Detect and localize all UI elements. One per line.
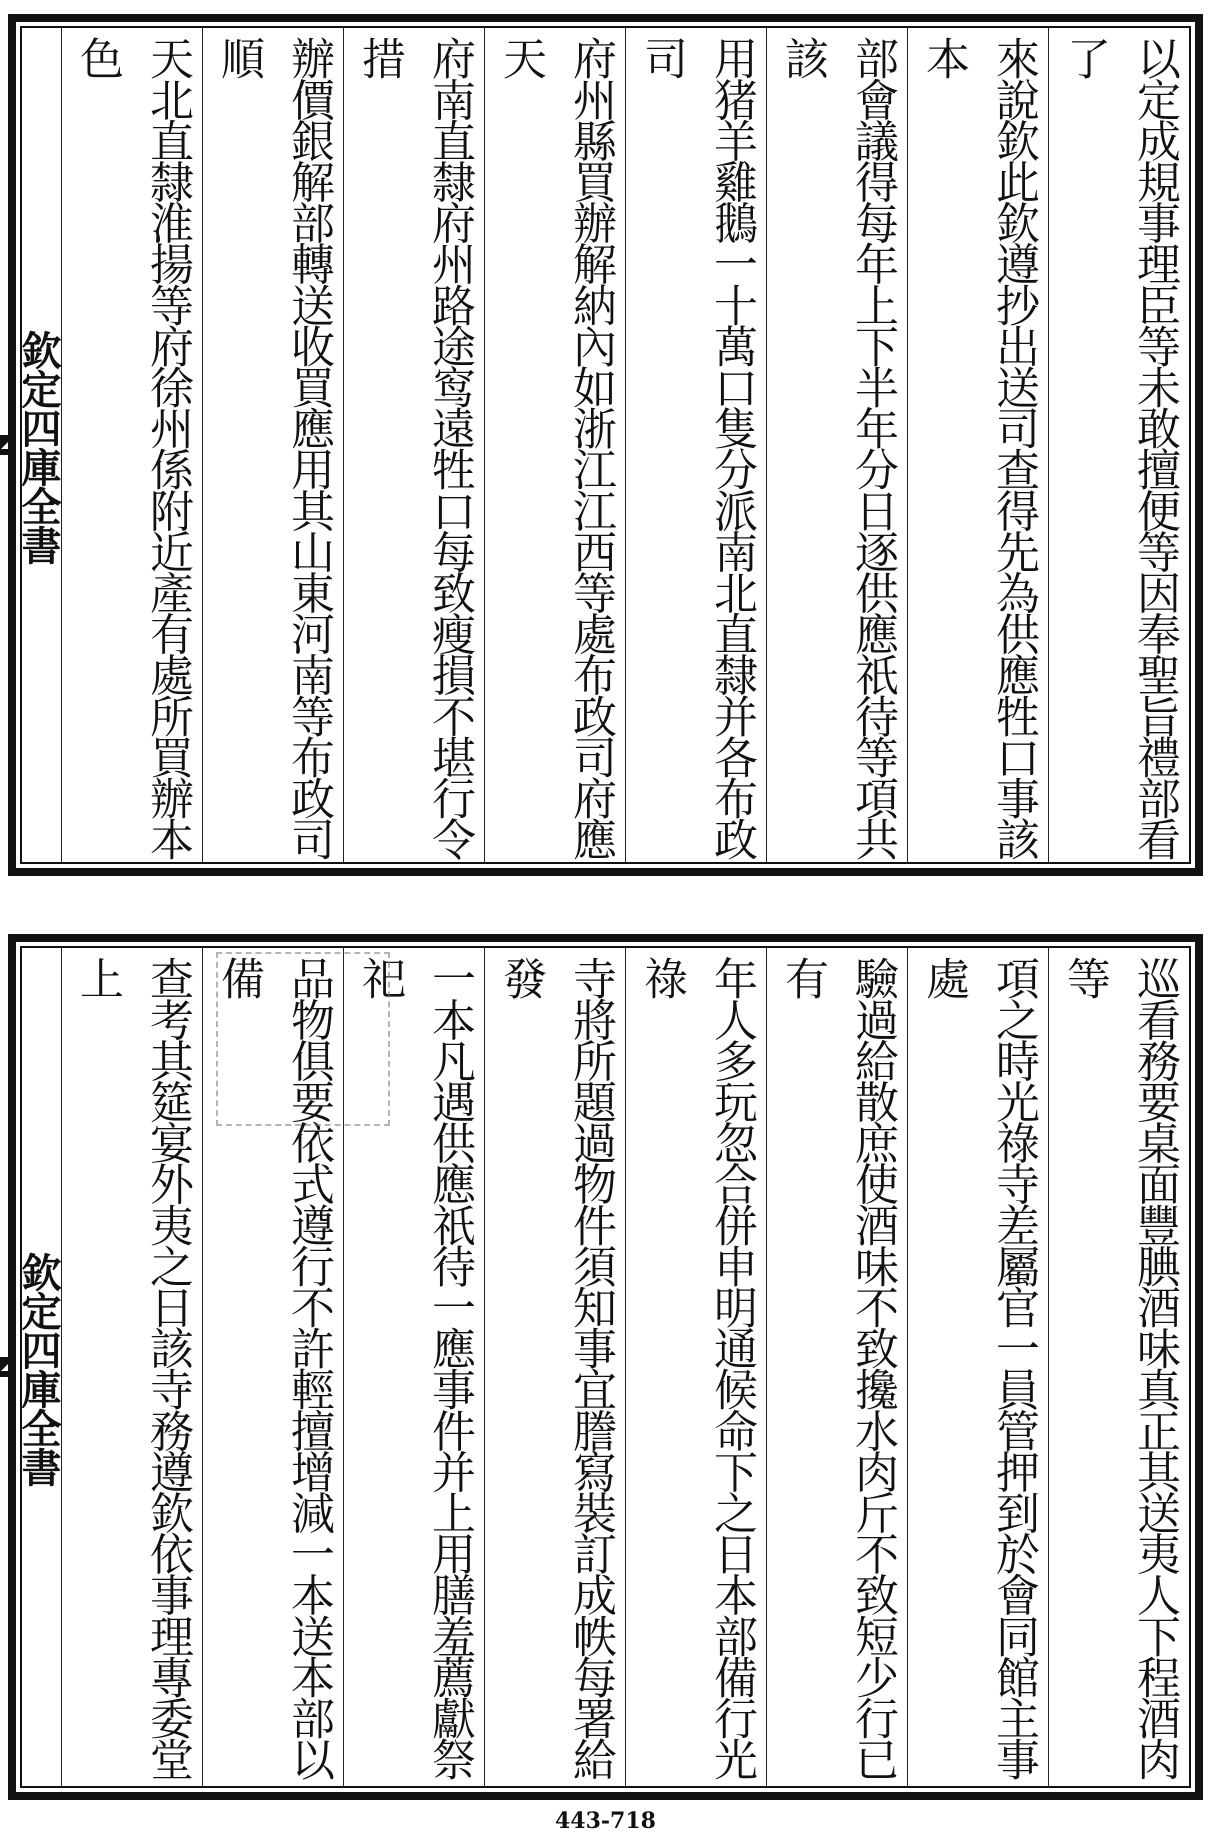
text-column: 品物俱要依式遵行不許輕擅增減一本送本部以備: [202, 948, 343, 1786]
upper-page-frame: [15, 26, 1191, 864]
text-column: 一本凡遇供應祇待一應事件并上用膳羞薦獻祭祀: [343, 948, 484, 1786]
center-spine: [0, 948, 61, 1786]
spine-title: 欽定四庫全書: [15, 1252, 62, 1486]
text-column: 寺將所題過物件須知事宜謄寫裝訂成帙每署給發: [484, 948, 625, 1786]
faded-seal-stamp-icon: [216, 952, 390, 1126]
text-column: 年人多玩忽合併申明通候命下之日本部備行光祿: [625, 948, 766, 1786]
page-number: 443-718: [555, 1808, 656, 1834]
fish-tail-mark-icon: [0, 435, 15, 457]
text-column: 查考其筵宴外夷之日該寺務遵欽依事理專委堂上: [61, 948, 202, 1786]
text-column: 以定成規事理臣等未敢擅便等因奉聖旨禮部看了: [1048, 28, 1189, 862]
center-spine: [0, 28, 61, 862]
text-column: 驗過給散庶使酒味不致攙水肉斤不致短少行已有: [766, 948, 907, 1786]
text-column: 府南直隸府州路途窎遠牲口每致瘦損不堪行令措: [343, 28, 484, 862]
upper-page: [8, 14, 1203, 876]
text-column: 部會議得每年上下半年分日逐供應祇待等項共該: [766, 28, 907, 862]
text-column: 用猪羊雞鵝一十萬口隻分派南北直隸并各布政司: [625, 28, 766, 862]
text-column: 來說欽此欽遵抄出送司查得先為供應牲口事該本: [907, 28, 1048, 862]
fish-tail-mark-icon: [0, 1357, 15, 1379]
lower-page-frame: [15, 946, 1191, 1788]
text-column: 巡看務要桌面豐腆酒味真正其送夷人下程酒肉等: [1048, 948, 1189, 1786]
spine-title: 欽定四庫全書: [15, 330, 62, 564]
text-column: 天北直隸淮揚等府徐州係附近產有處所買辦本色: [61, 28, 202, 862]
lower-page: [8, 934, 1203, 1800]
text-column: 府州縣買辦解納內如浙江江西等處布政司府應天: [484, 28, 625, 862]
text-column: 辦價銀解部轉送收買應用其山東河南等布政司順: [202, 28, 343, 862]
text-column: 項之時光祿寺差屬官一員管押到於會同館主事處: [907, 948, 1048, 1786]
